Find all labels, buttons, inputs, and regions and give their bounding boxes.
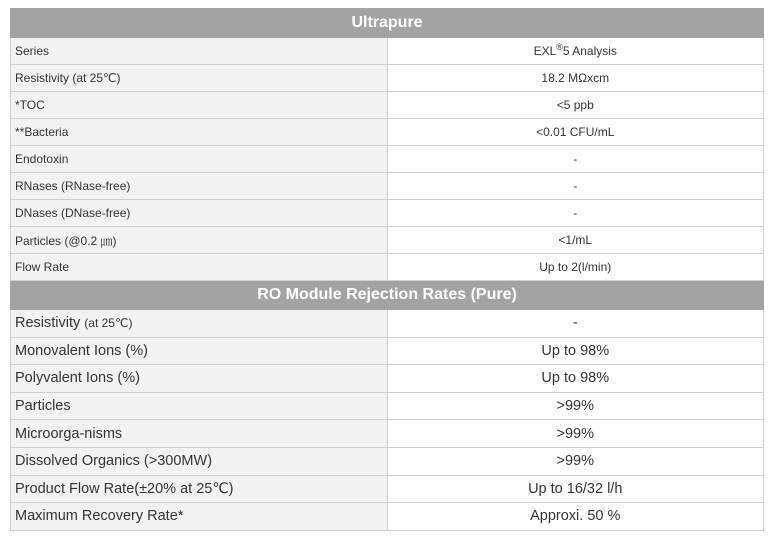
row-value: Up to 2(l/min) [387,254,764,281]
table-row [11,337,764,365]
row-value: <5 ppb [387,92,764,119]
section-header-ro-module [11,281,764,310]
row-label: Endotoxin [11,146,388,173]
row-label: Flow Rate [11,254,388,281]
row-value: - [387,146,764,173]
table-row [11,200,764,227]
row-label: RNases (RNase-free) [11,173,388,200]
section-header-ultrapure [11,9,764,38]
row-value: <1/mL [387,227,764,254]
row-value: - [387,200,764,227]
spec-table [10,8,764,531]
row-label: DNases (DNase-free) [11,200,388,227]
row-value: Up to 98% [387,337,764,365]
table-row [11,119,764,146]
table-row [11,447,764,475]
row-value: >99% [387,420,764,448]
row-label: Series [11,38,388,65]
table-row [11,310,764,338]
spec-table-container [10,8,764,531]
table-row [11,254,764,281]
table-row [11,146,764,173]
table-row [11,227,764,254]
section-title: RO Module Rejection Rates (Pure) [11,281,764,310]
row-value: >99% [387,392,764,420]
row-value: - [387,173,764,200]
row-label: *TOC [11,92,388,119]
row-value: Approxi. 50 % [387,503,764,531]
row-label: Particles (@0.2 ㎛) [11,227,388,254]
row-value: - [387,310,764,338]
row-label: Maximum Recovery Rate* [11,503,388,531]
row-value: Up to 98% [387,365,764,393]
row-label: **Bacteria [11,119,388,146]
row-value: Up to 16/32 l/h [387,475,764,503]
table-row [11,392,764,420]
table-row [11,38,764,65]
row-label: Resistivity (at 25℃) [11,65,388,92]
row-label: Dissolved Organics (>300MW) [11,447,388,475]
table-row [11,365,764,393]
row-value: >99% [387,447,764,475]
row-label: Polyvalent Ions (%) [11,365,388,393]
table-row [11,92,764,119]
table-row [11,65,764,92]
table-row [11,503,764,531]
row-label: Monovalent Ions (%) [11,337,388,365]
row-value: EXL®5 Analysis [387,38,764,65]
row-value: <0.01 CFU/mL [387,119,764,146]
row-label: Resistivity (at 25℃) [11,310,388,338]
row-label: Product Flow Rate(±20% at 25℃) [11,475,388,503]
table-row [11,420,764,448]
table-row [11,475,764,503]
row-label: Particles [11,392,388,420]
table-row [11,173,764,200]
section-title: Ultrapure [11,9,764,38]
row-value: 18.2 MΩxcm [387,65,764,92]
row-label: Microorga-nisms [11,420,388,448]
